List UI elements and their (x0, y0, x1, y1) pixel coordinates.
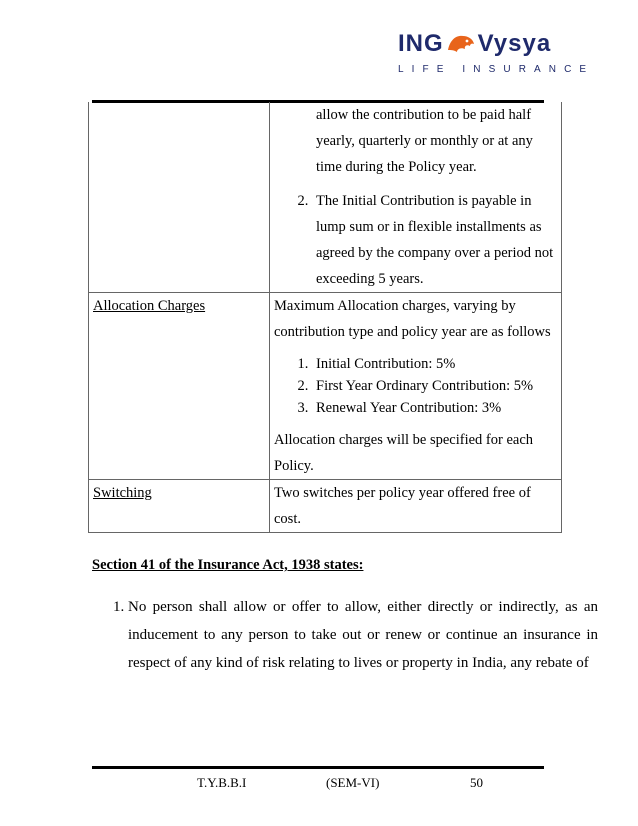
ing-vysya-logo (398, 30, 595, 82)
allocation-note: Allocation charges will be specified for each Policy. (274, 432, 534, 474)
table-row-continued (89, 102, 562, 293)
continued-list (274, 102, 561, 292)
list-spacer (312, 180, 561, 188)
list-item: 2. First Year Ordinary Contribution: 5% (312, 375, 561, 397)
logo-subtitle: LIFE INSURANCE (398, 64, 595, 75)
spacer (274, 419, 561, 427)
policy-details-table (88, 102, 562, 533)
list-item: 3. Renewal Year Contribution: 3% (312, 397, 561, 419)
table-cell-continued (270, 102, 562, 293)
footer-course: T.Y.B.B.I (197, 775, 247, 790)
page-number: 50 (470, 775, 483, 790)
allocation-charges-label: Allocation Charges (93, 298, 206, 314)
table-cell-label (89, 293, 270, 480)
list-item: allow the contribution to be paid half yearly, quarterly or monthly or at any time during the Policy year. (316, 107, 533, 175)
allocation-list (274, 353, 561, 419)
table-cell-label (89, 480, 270, 533)
table-cell-empty (89, 102, 270, 293)
table-cell-switching (270, 480, 562, 533)
allocation-intro: Maximum Allocation charges, varying by contribution type and policy year are as follows (274, 298, 551, 340)
section-title: Section 41 of the Insurance Act, 1938 states: (92, 557, 364, 573)
table-row-switching (89, 480, 562, 533)
list-item: 2. The Initial Contribution is payable in lump sum or in flexible installments as agreed by the company over a period not exceeding 5 years. (312, 188, 561, 292)
logo-ing-text: ING (398, 30, 444, 57)
spacer (274, 345, 561, 353)
section-list (92, 593, 598, 677)
logo-wordmark (398, 30, 551, 58)
table-row-allocation (89, 293, 562, 480)
logo-vysya-text: Vysya (477, 30, 552, 57)
footer-rule (92, 766, 544, 769)
switching-label: Switching (93, 485, 152, 501)
lion-icon (446, 32, 476, 54)
list-item: 1. No person shall allow or offer to allow, either directly or indirectly, as an inducement to any person to take out or renew or continue an insurance in respect of any kind of risk relating to lives or property in India, any rebate of (128, 593, 598, 677)
footer-semester: (SEM-VI) (326, 775, 380, 790)
table-cell-allocation (270, 293, 562, 480)
switching-text: Two switches per policy year offered free of cost. (274, 485, 531, 527)
list-item: 1. Initial Contribution: 5% (312, 353, 561, 375)
